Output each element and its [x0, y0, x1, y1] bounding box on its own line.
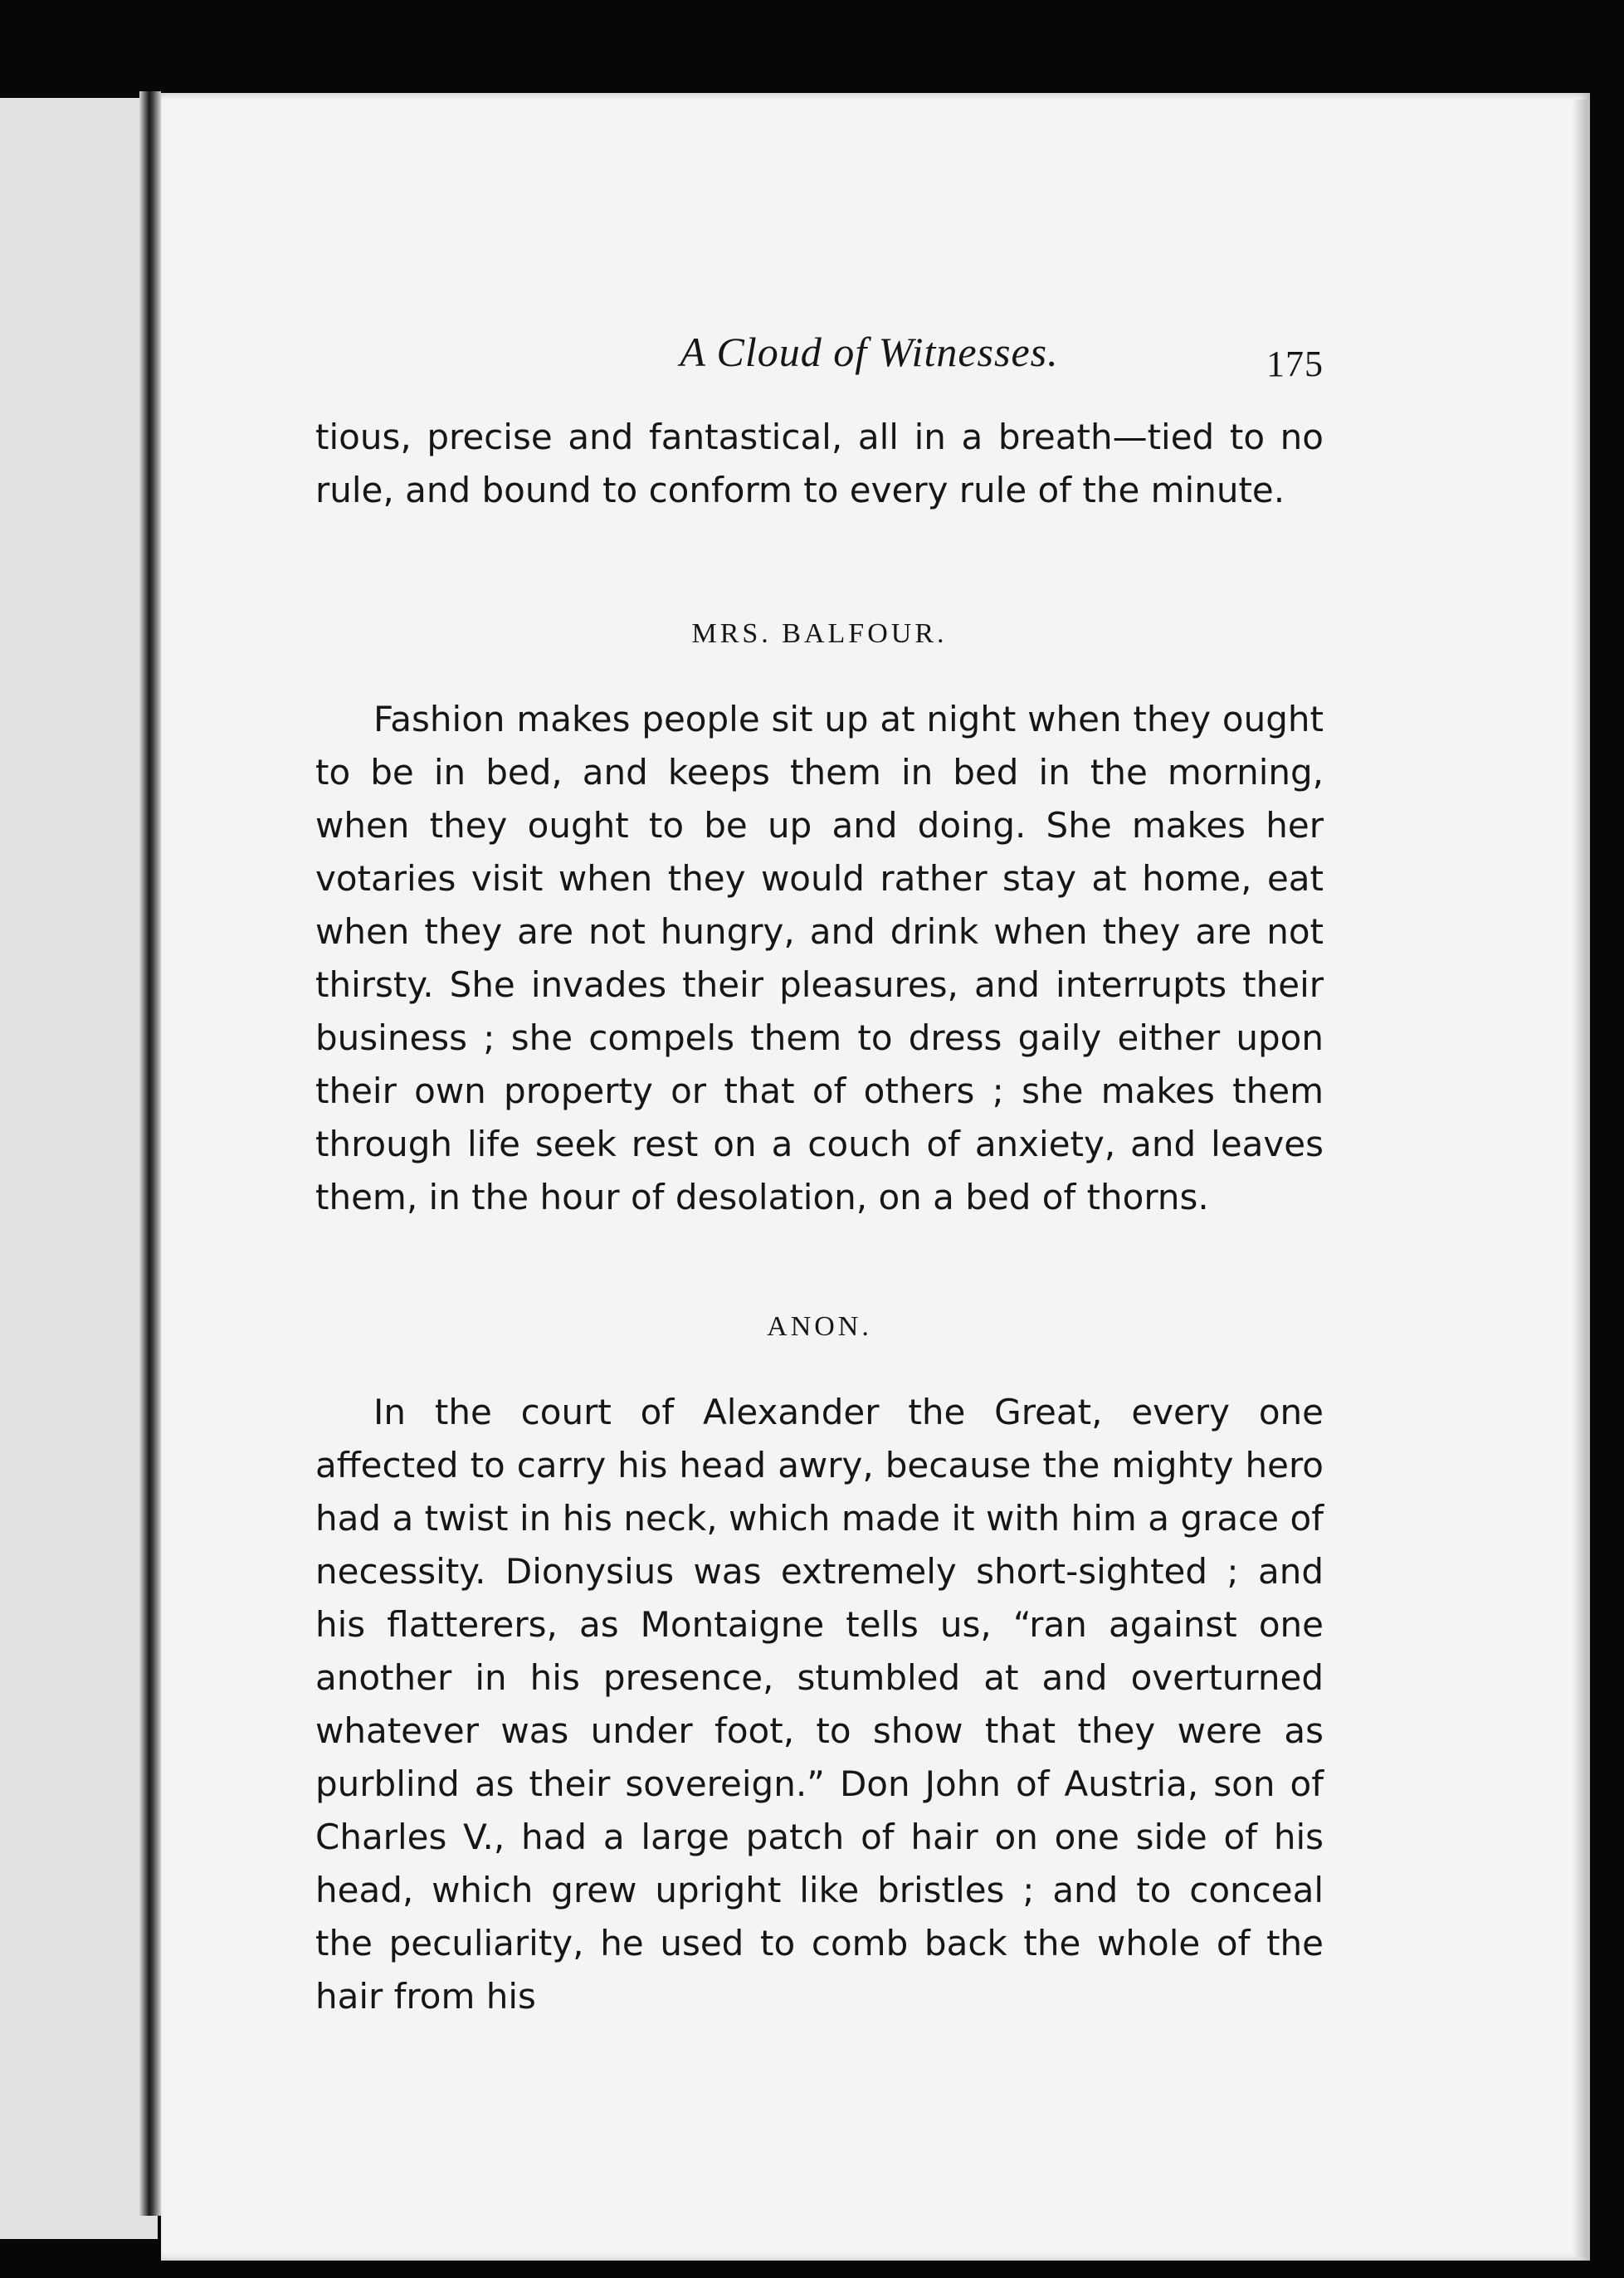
- page-edge-shadow: [1573, 100, 1587, 2257]
- paragraph-alexander: In the court of Alexander the Great, every one affected to carry his head awry, because the mighty hero had a twist in his neck, which made it with him a grace of necessity. Dionysius was extremely short-sighted ; and his flatterers, as Montaigne tells us, “ran against one another in his presence, stumbled at and overturned whatever was under foot, to show that they were as purblind as their sovereign.” Don John of Austria, son of Charles V., had a large patch of hair on one side of his head, which grew upright like bristles ; and to conceal the peculiarity, he used to comb back the whole of the hair from his: [315, 1392, 1324, 2017]
- attribution-mrs-balfour: MRS. BALFOUR.: [691, 618, 948, 649]
- running-head: [315, 328, 1324, 386]
- paragraph-fashion: Fashion makes people sit up at night when they ought to be in bed, and keeps them in bed in the morning, when they ought to be up and doing. She makes her votaries visit when they would rather stay at home, eat when they are not hungry, and drink when they are not thirsty. She invades their pleasures, and interrupts their business ; she compels them to dress gaily either upon their own property or that of others ; she makes them through life seek rest on a couch of anxiety, and leaves them, in the hour of desolation, on a bed of thorns.: [315, 699, 1324, 1217]
- attribution-anon: ANON.: [767, 1311, 872, 1342]
- facing-page-edge: [0, 98, 158, 2239]
- running-head-title: A Cloud of Witnesses.: [680, 329, 1059, 375]
- paragraph-continuation: tious, precise and fantastical, all in a breath—tied to no rule, and bound to conform to every rule of the minute.: [315, 417, 1324, 510]
- page-number: 175: [1266, 344, 1324, 384]
- book-gutter: [139, 91, 161, 2216]
